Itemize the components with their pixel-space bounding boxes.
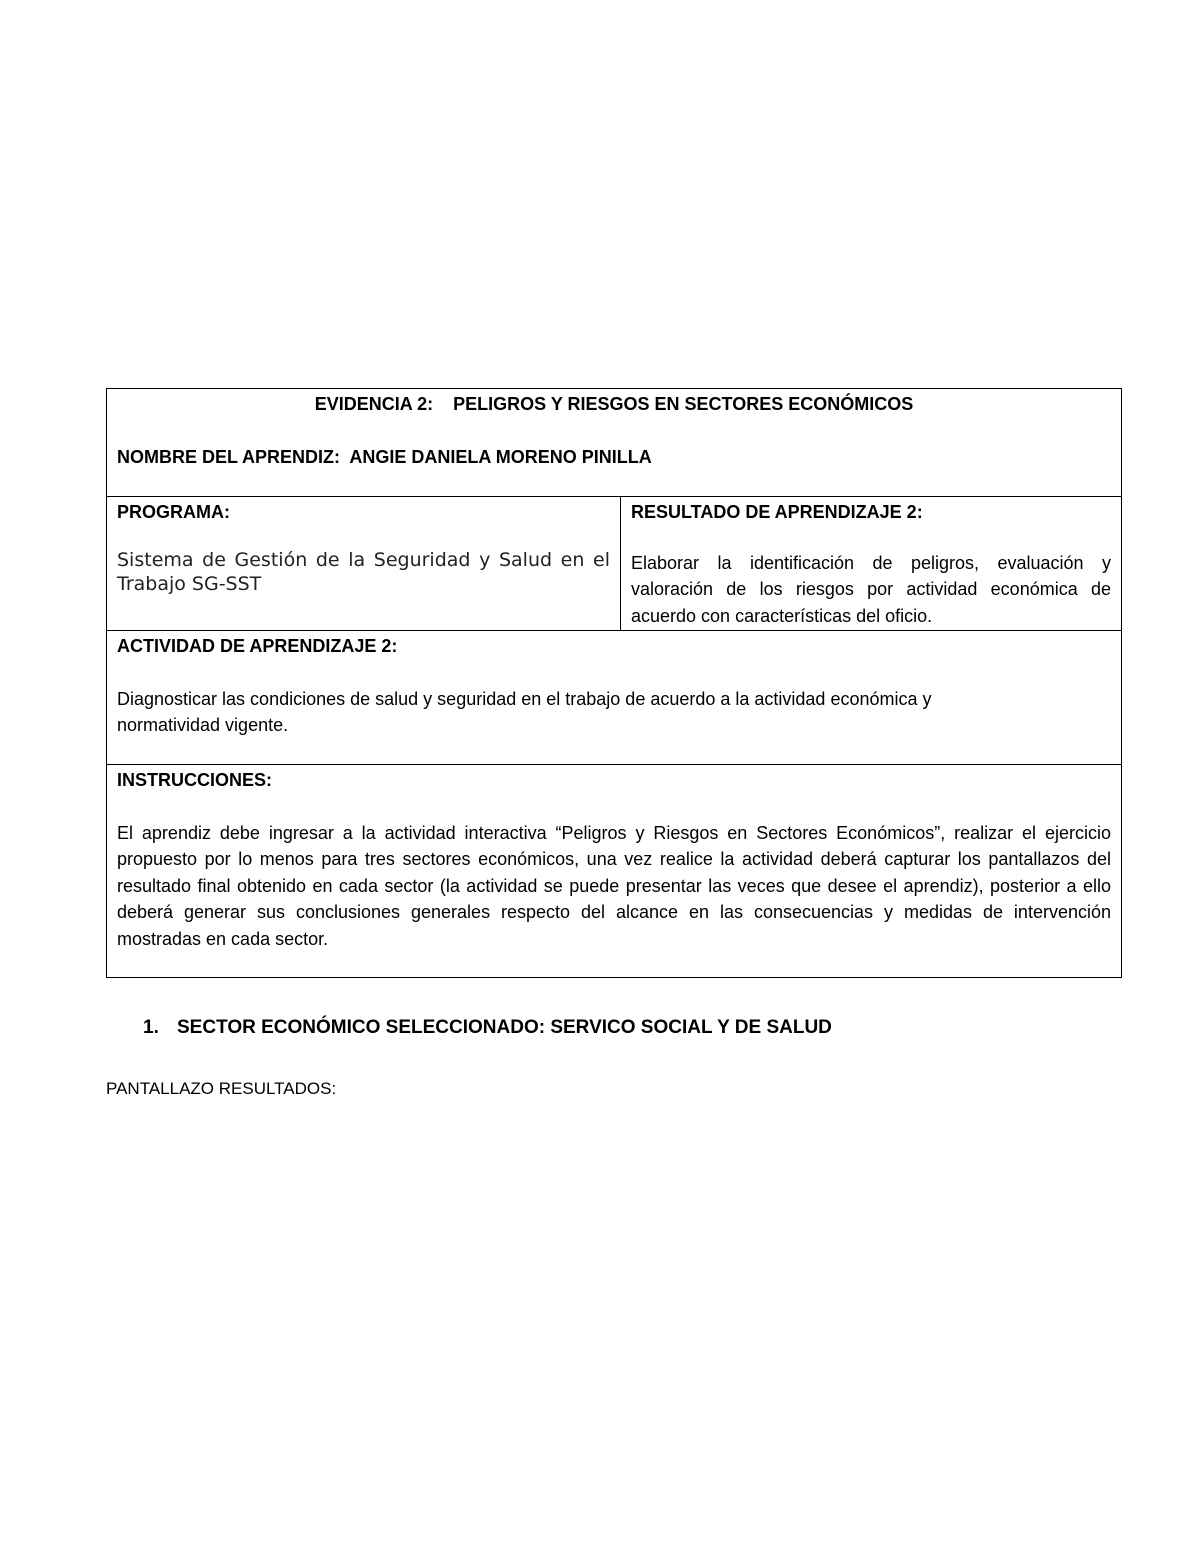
program-label: PROGRAMA:: [117, 502, 230, 522]
result-value: Elaborar la identificación de peligros, evaluación y valoración de los riesgos por actividad económica de acuerdo con características del oficio.: [631, 552, 1111, 626]
result-cell: [621, 497, 1122, 631]
instructions-label: INSTRUCCIONES:: [117, 770, 273, 790]
section-number: 1.: [143, 1017, 159, 1038]
student-name-value: ANGIE DANIELA MORENO PINILLA: [349, 446, 652, 467]
activity-row: [107, 631, 1122, 765]
program-cell: [107, 497, 621, 631]
program-row: [107, 497, 1122, 631]
result-label: RESULTADO DE APRENDIZAJE 2:: [631, 502, 923, 522]
evidence-table: [106, 388, 1122, 978]
evidence-title: EVIDENCIA 2: PELIGROS Y RIESGOS EN SECTORES ECONÓMICOS: [314, 394, 914, 414]
instructions-row: [107, 765, 1122, 978]
section-title: SECTOR ECONÓMICO SELECCIONADO: SERVICO SOCIAL Y DE SALUD: [177, 1017, 832, 1038]
instructions-value: El aprendiz debe ingresar a la actividad interactiva “Peligros y Riesgos en Sectores Económicos”, realizar el ejercicio propuesto por lo menos para tres sectores económicos, una vez realice la actividad deberá capturar los pantallazos del resultado final obtenido en cada sector (la actividad se puede presentar las veces que desee el aprendiz), posterior a ello deberá generar sus conclusiones generales respecto del alcance en las consecuencias y medidas de intervención mostradas en cada sector.: [117, 822, 1111, 949]
program-value: Sistema de Gestión de la Seguridad y Salud en el Trabajo SG-SST: [117, 548, 610, 595]
student-name-line: [117, 444, 1111, 471]
activity-cell: [107, 631, 1122, 765]
header-cell: [107, 389, 1122, 497]
header-row: [107, 389, 1122, 497]
pantallazo-label: PANTALLAZO RESULTADOS:: [106, 1079, 337, 1098]
student-name-label: NOMBRE DEL APRENDIZ:: [117, 446, 341, 467]
activity-value: Diagnosticar las condiciones de salud y seguridad en el trabajo de acuerdo a la actividad económica y normatividad vigente.: [117, 688, 932, 735]
section-heading: [143, 1017, 832, 1039]
instructions-cell: [107, 765, 1122, 978]
activity-label: ACTIVIDAD DE APRENDIZAJE 2:: [117, 636, 398, 656]
